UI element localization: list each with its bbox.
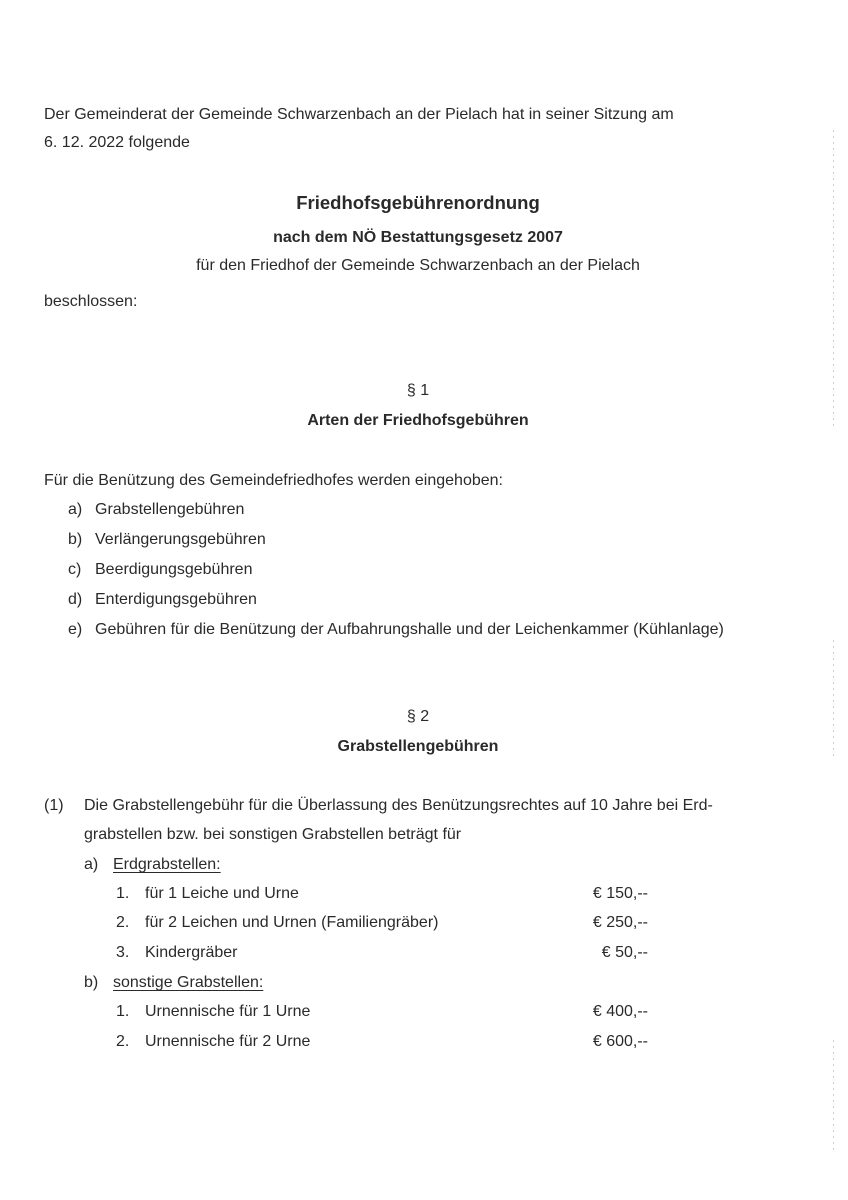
fee-description: Urnennische für 2 Urne [145, 1033, 311, 1050]
list-marker: a) [68, 501, 83, 518]
list-item: Beerdigungsgebühren [95, 561, 253, 578]
fee-amount: € 150,-- [592, 885, 648, 902]
row-number: 1. [116, 1003, 130, 1020]
section-1-title: Arten der Friedhofsgebühren [307, 412, 529, 429]
document-scope: für den Friedhof der Gemeinde Schwarzenbach an der Pielach [196, 257, 640, 274]
section-1-intro: Für die Benützung des Gemeindefriedhofes werden eingehoben: [44, 472, 503, 489]
list-item: Enterdigungsgebühren [95, 591, 257, 608]
list-marker: e) [68, 621, 83, 638]
section-2-title: Grabstellengebühren [337, 738, 499, 755]
document-title: Friedhofsgebührenordnung [296, 192, 540, 213]
fee-amount: € 400,-- [592, 1003, 648, 1020]
fee-description: Urnennische für 1 Urne [145, 1003, 311, 1020]
fee-description: für 1 Leiche und Urne [145, 885, 299, 902]
section-1-number: § 1 [406, 382, 430, 399]
list-marker: b) [68, 531, 83, 548]
intro-line-2: 6. 12. 2022 folgende [44, 134, 190, 151]
fee-description: Kindergräber [145, 944, 238, 961]
row-number: 1. [116, 885, 130, 902]
group-label: sonstige Grabstellen: [113, 974, 264, 991]
row-number: 2. [116, 914, 130, 931]
resolved-text: beschlossen: [44, 293, 138, 310]
row-number: 3. [116, 944, 130, 961]
group-marker: a) [84, 856, 99, 873]
fee-amount: € 250,-- [592, 914, 648, 931]
paragraph-marker: (1) [44, 797, 64, 814]
paragraph-line-2: grabstellen bzw. bei sonstigen Grabstellen beträgt für [84, 826, 462, 843]
intro-line-1: Der Gemeinderat der Gemeinde Schwarzenbach an der Pielach hat in seiner Sitzung am [44, 106, 674, 123]
list-marker: d) [68, 591, 83, 608]
fee-description: für 2 Leichen und Urnen (Familiengräber) [145, 914, 439, 931]
row-number: 2. [116, 1033, 130, 1050]
fee-amount: € 600,-- [592, 1033, 648, 1050]
list-item: Gebühren für die Benützung der Aufbahrungshalle und der Leichenkammer (Kühlanlage) [95, 621, 724, 638]
paragraph-line-1: Die Grabstellengebühr für die Überlassung des Benützungsrechtes auf 10 Jahre bei Erd- [84, 797, 713, 814]
group-label: Erdgrabstellen: [113, 856, 221, 873]
scan-artifact [833, 1040, 834, 1150]
document-subtitle: nach dem NÖ Bestattungsgesetz 2007 [273, 229, 563, 246]
group-marker: b) [84, 974, 99, 991]
list-item: Verlängerungsgebühren [95, 531, 266, 548]
list-marker: c) [68, 561, 82, 578]
fee-amount: € 50,-- [601, 944, 648, 961]
list-item: Grabstellengebühren [95, 501, 245, 518]
section-2-number: § 2 [406, 708, 430, 725]
